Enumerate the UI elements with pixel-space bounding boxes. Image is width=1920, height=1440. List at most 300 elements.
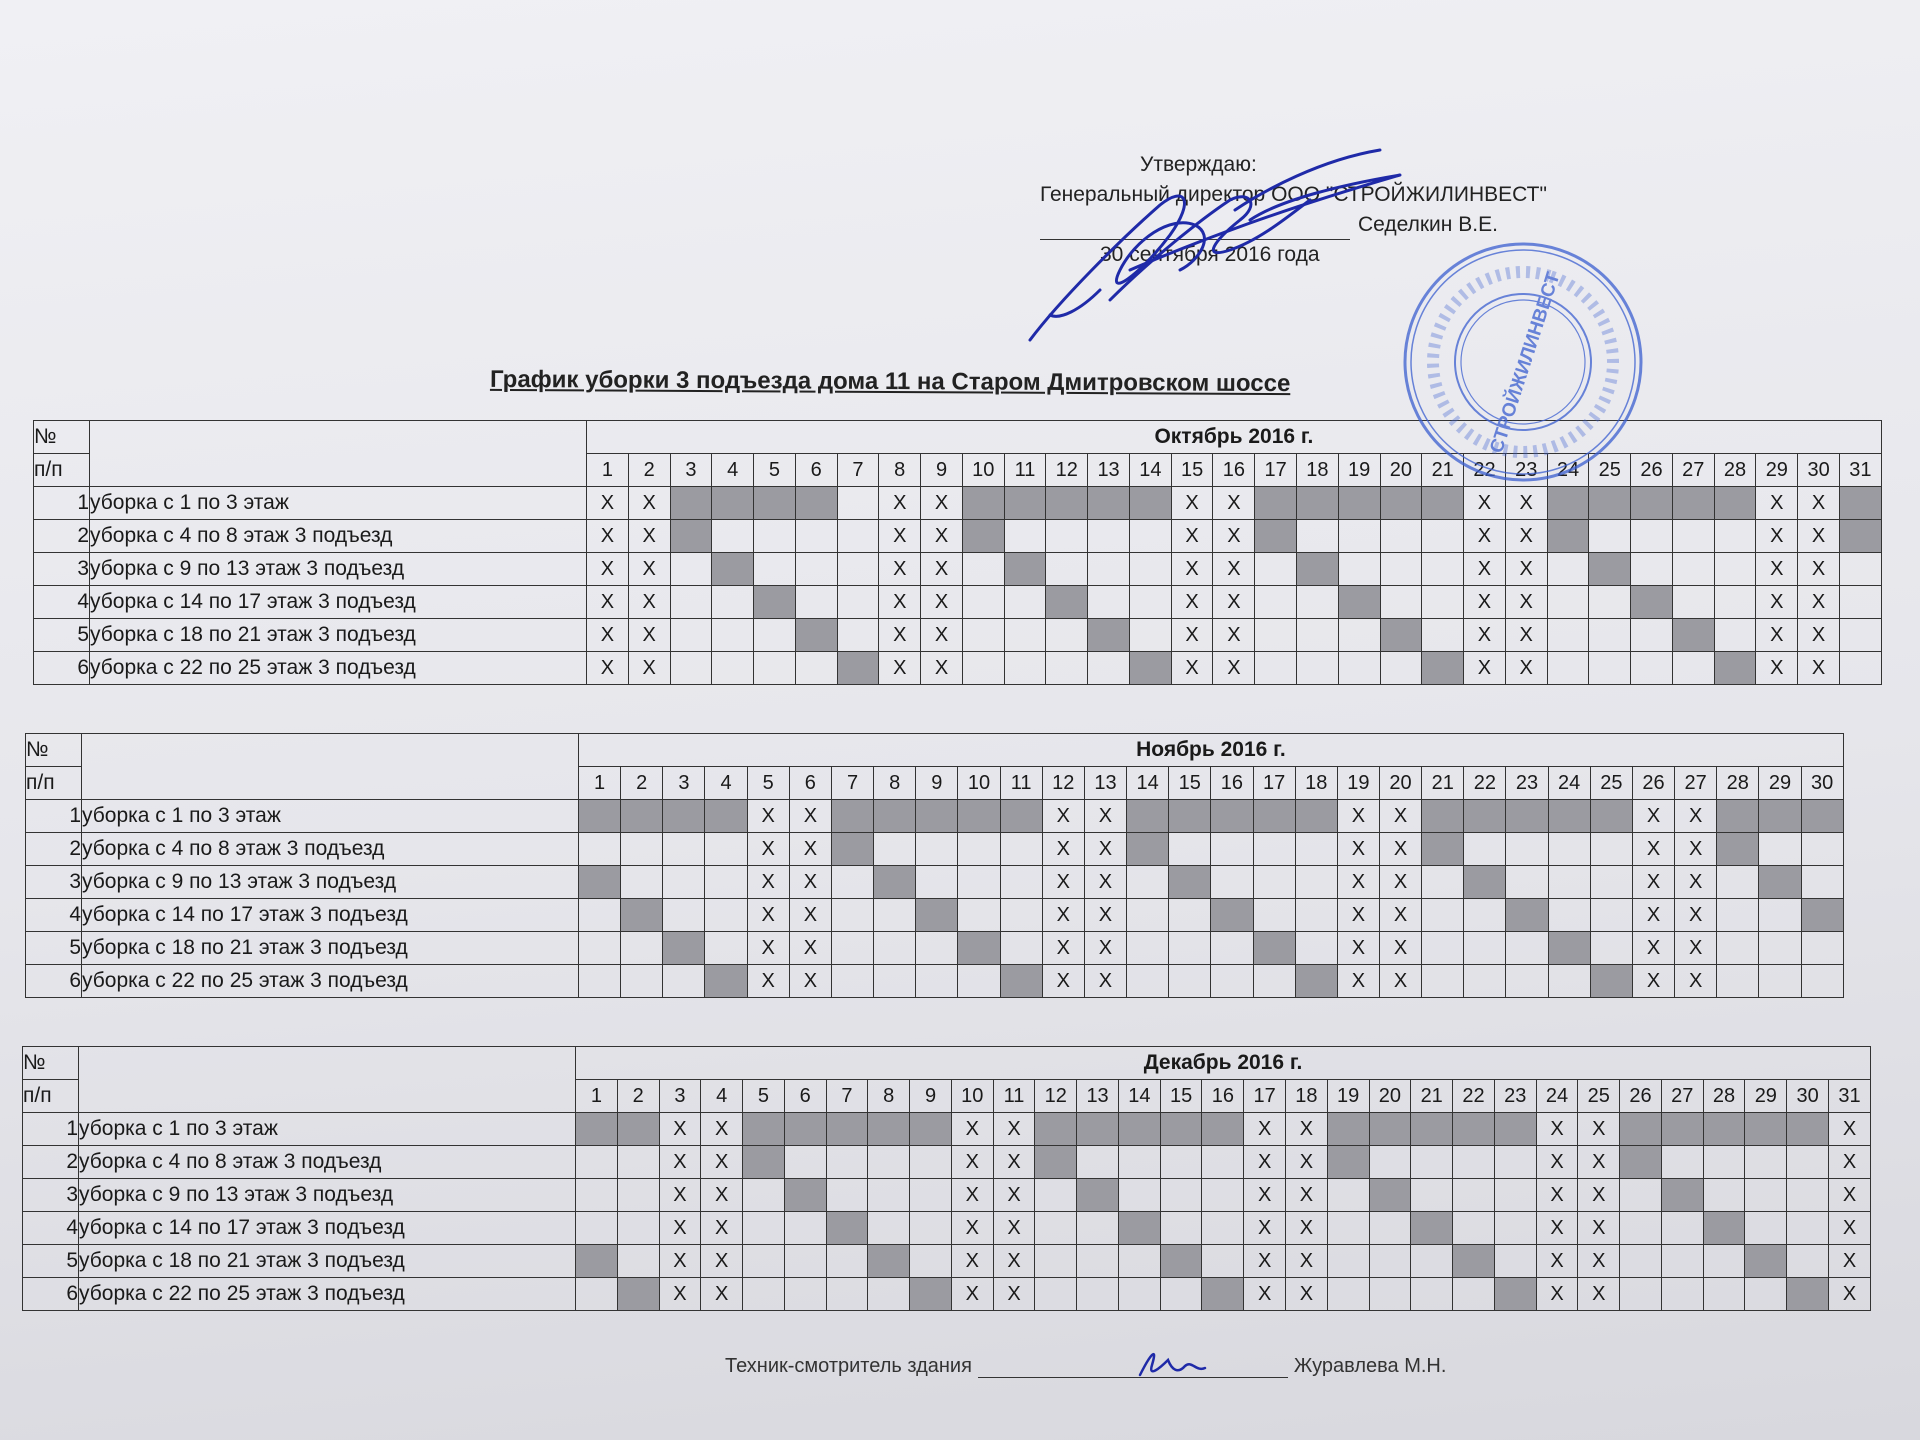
day-header: 6 bbox=[795, 454, 837, 487]
task-name: уборка с 18 по 21 этаж 3 подъезд bbox=[79, 1245, 576, 1278]
day-header: 27 bbox=[1661, 1080, 1703, 1113]
mark-cell: X bbox=[1536, 1212, 1578, 1245]
day-header: 23 bbox=[1506, 767, 1548, 800]
mark-cell: X bbox=[1171, 619, 1213, 652]
mark-cell: X bbox=[1042, 965, 1084, 998]
mark-cell: X bbox=[1464, 586, 1506, 619]
day-header: 10 bbox=[958, 767, 1000, 800]
mark-cell: X bbox=[1536, 1278, 1578, 1311]
row-number: 4 bbox=[34, 586, 90, 619]
mark-cell: X bbox=[1632, 833, 1674, 866]
mark-cell: X bbox=[951, 1212, 993, 1245]
mark-cell: X bbox=[1798, 619, 1840, 652]
mark-cell: X bbox=[993, 1278, 1035, 1311]
task-name: уборка с 1 по 3 этаж bbox=[90, 487, 587, 520]
day-header: 7 bbox=[826, 1080, 868, 1113]
mark-cell: X bbox=[1379, 866, 1421, 899]
day-header: 6 bbox=[784, 1080, 826, 1113]
mark-cell: X bbox=[1798, 553, 1840, 586]
day-header: 26 bbox=[1631, 454, 1673, 487]
column-number-subheader: п/п bbox=[34, 454, 90, 487]
mark-cell: X bbox=[1379, 965, 1421, 998]
day-header: 26 bbox=[1632, 767, 1674, 800]
day-header: 28 bbox=[1703, 1080, 1745, 1113]
day-header: 31 bbox=[1839, 454, 1881, 487]
row-number: 1 bbox=[26, 800, 82, 833]
mark-cell: X bbox=[747, 932, 789, 965]
mark-cell: X bbox=[1213, 553, 1255, 586]
day-header: 14 bbox=[1118, 1080, 1160, 1113]
mark-cell: X bbox=[1084, 965, 1126, 998]
mark-cell: X bbox=[879, 553, 921, 586]
day-header: 17 bbox=[1253, 767, 1295, 800]
mark-cell: X bbox=[1337, 899, 1379, 932]
mark-cell: X bbox=[1756, 553, 1798, 586]
mark-cell: X bbox=[1536, 1113, 1578, 1146]
mark-cell: X bbox=[587, 652, 629, 685]
mark-cell: X bbox=[1632, 800, 1674, 833]
mark-cell: X bbox=[1464, 619, 1506, 652]
day-header: 4 bbox=[705, 767, 747, 800]
mark-cell: X bbox=[921, 553, 963, 586]
mark-cell: X bbox=[1675, 833, 1717, 866]
column-number-header: № bbox=[23, 1047, 79, 1080]
column-number-subheader: п/п bbox=[23, 1080, 79, 1113]
day-header: 6 bbox=[789, 767, 831, 800]
day-header: 8 bbox=[868, 1080, 910, 1113]
day-header: 1 bbox=[579, 767, 621, 800]
day-header: 28 bbox=[1717, 767, 1759, 800]
mark-cell: X bbox=[789, 833, 831, 866]
mark-cell: X bbox=[1213, 619, 1255, 652]
mark-cell: X bbox=[587, 520, 629, 553]
mark-cell: X bbox=[789, 866, 831, 899]
approval-position: Генеральный директор ООО "СТРОЙЖИЛИНВЕСТ" bbox=[1040, 183, 1547, 206]
mark-cell: X bbox=[1171, 586, 1213, 619]
task-name: уборка с 14 по 17 этаж 3 подъезд bbox=[82, 899, 579, 932]
mark-cell: X bbox=[1536, 1146, 1578, 1179]
mark-cell: X bbox=[1286, 1212, 1328, 1245]
day-header: 23 bbox=[1505, 454, 1547, 487]
mark-cell: X bbox=[1505, 652, 1547, 685]
day-header: 18 bbox=[1286, 1080, 1328, 1113]
mark-cell: X bbox=[1286, 1245, 1328, 1278]
mark-cell: X bbox=[1244, 1179, 1286, 1212]
month-title: Ноябрь 2016 г. bbox=[579, 734, 1844, 767]
mark-cell: X bbox=[1632, 932, 1674, 965]
mark-cell: X bbox=[1379, 833, 1421, 866]
column-number-header: № bbox=[26, 734, 82, 767]
mark-cell: X bbox=[747, 833, 789, 866]
day-header: 10 bbox=[951, 1080, 993, 1113]
task-name: уборка с 18 по 21 этаж 3 подъезд bbox=[82, 932, 579, 965]
mark-cell: X bbox=[1828, 1212, 1870, 1245]
day-header: 15 bbox=[1171, 454, 1213, 487]
mark-cell: X bbox=[951, 1245, 993, 1278]
day-header: 5 bbox=[747, 767, 789, 800]
mark-cell: X bbox=[659, 1179, 701, 1212]
mark-cell: X bbox=[1578, 1179, 1620, 1212]
day-header: 29 bbox=[1756, 454, 1798, 487]
day-header: 20 bbox=[1380, 454, 1422, 487]
mark-cell: X bbox=[587, 619, 629, 652]
mark-cell: X bbox=[701, 1245, 743, 1278]
day-header: 13 bbox=[1084, 767, 1126, 800]
mark-cell: X bbox=[701, 1146, 743, 1179]
task-name: уборка с 22 по 25 этаж 3 подъезд bbox=[79, 1278, 576, 1311]
task-name: уборка с 9 по 13 этаж 3 подъезд bbox=[79, 1179, 576, 1212]
row-number: 2 bbox=[26, 833, 82, 866]
day-header: 2 bbox=[628, 454, 670, 487]
mark-cell: X bbox=[1536, 1245, 1578, 1278]
mark-cell: X bbox=[1464, 553, 1506, 586]
day-header: 16 bbox=[1211, 767, 1253, 800]
day-header: 4 bbox=[701, 1080, 743, 1113]
stamp-label: СТРОЙЖИЛИНВЕСТ bbox=[1486, 269, 1565, 456]
mark-cell: X bbox=[1798, 487, 1840, 520]
mark-cell: X bbox=[993, 1146, 1035, 1179]
day-header: 25 bbox=[1590, 767, 1632, 800]
mark-cell: X bbox=[951, 1146, 993, 1179]
document-title: График уборки 3 подъезда дома 11 на Старом Дмитровском шоссе bbox=[489, 365, 1291, 398]
mark-cell: X bbox=[747, 800, 789, 833]
day-header: 30 bbox=[1801, 767, 1843, 800]
day-header: 26 bbox=[1620, 1080, 1662, 1113]
mark-cell: X bbox=[1213, 652, 1255, 685]
day-header: 9 bbox=[921, 454, 963, 487]
mark-cell: X bbox=[701, 1212, 743, 1245]
footer-name: Журавлева М.Н. bbox=[1293, 1355, 1447, 1377]
mark-cell: X bbox=[701, 1113, 743, 1146]
day-header: 31 bbox=[1828, 1080, 1870, 1113]
mark-cell: X bbox=[1675, 800, 1717, 833]
mark-cell: X bbox=[1756, 586, 1798, 619]
day-header: 25 bbox=[1578, 1080, 1620, 1113]
day-header: 16 bbox=[1202, 1080, 1244, 1113]
day-header: 30 bbox=[1787, 1080, 1829, 1113]
row-number: 3 bbox=[23, 1179, 79, 1212]
day-header: 1 bbox=[587, 454, 629, 487]
mark-cell: X bbox=[1578, 1245, 1620, 1278]
day-header: 5 bbox=[743, 1080, 785, 1113]
mark-cell: X bbox=[789, 965, 831, 998]
mark-cell: X bbox=[879, 586, 921, 619]
day-header: 14 bbox=[1129, 454, 1171, 487]
day-header: 9 bbox=[910, 1080, 952, 1113]
day-header: 22 bbox=[1464, 454, 1506, 487]
row-number: 6 bbox=[26, 965, 82, 998]
day-header: 24 bbox=[1547, 454, 1589, 487]
row-number: 5 bbox=[23, 1245, 79, 1278]
day-header: 20 bbox=[1379, 767, 1421, 800]
mark-cell: X bbox=[1536, 1179, 1578, 1212]
mark-cell: X bbox=[1675, 866, 1717, 899]
mark-cell: X bbox=[701, 1179, 743, 1212]
mark-cell: X bbox=[1798, 586, 1840, 619]
mark-cell: X bbox=[747, 965, 789, 998]
mark-cell: X bbox=[1505, 520, 1547, 553]
day-header: 29 bbox=[1759, 767, 1801, 800]
task-name: уборка с 14 по 17 этаж 3 подъезд bbox=[79, 1212, 576, 1245]
row-number: 4 bbox=[26, 899, 82, 932]
mark-cell: X bbox=[1244, 1146, 1286, 1179]
mark-cell: X bbox=[1286, 1179, 1328, 1212]
row-number: 1 bbox=[34, 487, 90, 520]
mark-cell: X bbox=[1828, 1278, 1870, 1311]
task-name: уборка с 4 по 8 этаж 3 подъезд bbox=[79, 1146, 576, 1179]
mark-cell: X bbox=[659, 1146, 701, 1179]
task-name: уборка с 1 по 3 этаж bbox=[79, 1113, 576, 1146]
day-header: 7 bbox=[837, 454, 879, 487]
day-header: 20 bbox=[1369, 1080, 1411, 1113]
mark-cell: X bbox=[628, 586, 670, 619]
mark-cell: X bbox=[1379, 899, 1421, 932]
mark-cell: X bbox=[1042, 899, 1084, 932]
task-name: уборка с 4 по 8 этаж 3 подъезд bbox=[82, 833, 579, 866]
day-header: 2 bbox=[617, 1080, 659, 1113]
day-header: 21 bbox=[1411, 1080, 1453, 1113]
day-header: 3 bbox=[663, 767, 705, 800]
mark-cell: X bbox=[1244, 1113, 1286, 1146]
row-number: 6 bbox=[23, 1278, 79, 1311]
mark-cell: X bbox=[1828, 1179, 1870, 1212]
day-header: 9 bbox=[916, 767, 958, 800]
day-header: 24 bbox=[1548, 767, 1590, 800]
approval-date: 30 сентября 2016 года bbox=[1100, 243, 1320, 266]
day-header: 8 bbox=[874, 767, 916, 800]
mark-cell: X bbox=[587, 586, 629, 619]
mark-cell: X bbox=[1084, 833, 1126, 866]
mark-cell: X bbox=[1798, 652, 1840, 685]
day-header: 12 bbox=[1042, 767, 1084, 800]
footer-role: Техник-смотритель здания bbox=[725, 1355, 972, 1377]
mark-cell: X bbox=[1042, 800, 1084, 833]
column-number-subheader: п/п bbox=[26, 767, 82, 800]
mark-cell: X bbox=[1505, 553, 1547, 586]
mark-cell: X bbox=[659, 1212, 701, 1245]
mark-cell: X bbox=[951, 1278, 993, 1311]
mark-cell: X bbox=[1244, 1245, 1286, 1278]
row-number: 1 bbox=[23, 1113, 79, 1146]
mark-cell: X bbox=[879, 652, 921, 685]
mark-cell: X bbox=[1505, 487, 1547, 520]
day-header: 27 bbox=[1672, 454, 1714, 487]
mark-cell: X bbox=[1337, 866, 1379, 899]
mark-cell: X bbox=[789, 800, 831, 833]
mark-cell: X bbox=[1828, 1146, 1870, 1179]
day-header: 3 bbox=[670, 454, 712, 487]
mark-cell: X bbox=[921, 652, 963, 685]
day-header: 29 bbox=[1745, 1080, 1787, 1113]
mark-cell: X bbox=[1464, 487, 1506, 520]
day-header: 15 bbox=[1169, 767, 1211, 800]
mark-cell: X bbox=[1337, 965, 1379, 998]
mark-cell: X bbox=[993, 1113, 1035, 1146]
row-number: 3 bbox=[26, 866, 82, 899]
day-header: 21 bbox=[1422, 767, 1464, 800]
task-name: уборка с 9 по 13 этаж 3 подъезд bbox=[90, 553, 587, 586]
day-header: 12 bbox=[1046, 454, 1088, 487]
day-header: 5 bbox=[754, 454, 796, 487]
mark-cell: X bbox=[789, 932, 831, 965]
day-header: 13 bbox=[1088, 454, 1130, 487]
mark-cell: X bbox=[1756, 487, 1798, 520]
task-name: уборка с 22 по 25 этаж 3 подъезд bbox=[82, 965, 579, 998]
row-number: 6 bbox=[34, 652, 90, 685]
mark-cell: X bbox=[1084, 899, 1126, 932]
mark-cell: X bbox=[1578, 1278, 1620, 1311]
mark-cell: X bbox=[587, 553, 629, 586]
mark-cell: X bbox=[879, 520, 921, 553]
mark-cell: X bbox=[659, 1278, 701, 1311]
mark-cell: X bbox=[1244, 1278, 1286, 1311]
mark-cell: X bbox=[879, 619, 921, 652]
row-number: 2 bbox=[34, 520, 90, 553]
mark-cell: X bbox=[1505, 619, 1547, 652]
mark-cell: X bbox=[1828, 1113, 1870, 1146]
mark-cell: X bbox=[628, 520, 670, 553]
mark-cell: X bbox=[1379, 800, 1421, 833]
mark-cell: X bbox=[1042, 932, 1084, 965]
day-header: 30 bbox=[1798, 454, 1840, 487]
mark-cell: X bbox=[921, 619, 963, 652]
mark-cell: X bbox=[659, 1245, 701, 1278]
day-header: 11 bbox=[1004, 454, 1046, 487]
task-name: уборка с 9 по 13 этаж 3 подъезд bbox=[82, 866, 579, 899]
mark-cell: X bbox=[747, 866, 789, 899]
mark-cell: X bbox=[1171, 553, 1213, 586]
day-header: 19 bbox=[1327, 1080, 1369, 1113]
column-number-header: № bbox=[34, 421, 90, 454]
mark-cell: X bbox=[1337, 800, 1379, 833]
mark-cell: X bbox=[628, 553, 670, 586]
row-number: 2 bbox=[23, 1146, 79, 1179]
mark-cell: X bbox=[747, 899, 789, 932]
day-header: 16 bbox=[1213, 454, 1255, 487]
mark-cell: X bbox=[993, 1212, 1035, 1245]
month-title: Октябрь 2016 г. bbox=[587, 421, 1882, 454]
mark-cell: X bbox=[1171, 487, 1213, 520]
mark-cell: X bbox=[1286, 1113, 1328, 1146]
day-header: 18 bbox=[1297, 454, 1339, 487]
mark-cell: X bbox=[1244, 1212, 1286, 1245]
mark-cell: X bbox=[1084, 932, 1126, 965]
day-header: 4 bbox=[712, 454, 754, 487]
mark-cell: X bbox=[789, 899, 831, 932]
day-header: 25 bbox=[1589, 454, 1631, 487]
day-header: 22 bbox=[1464, 767, 1506, 800]
mark-cell: X bbox=[628, 619, 670, 652]
mark-cell: X bbox=[1084, 800, 1126, 833]
mark-cell: X bbox=[1756, 520, 1798, 553]
mark-cell: X bbox=[1286, 1146, 1328, 1179]
mark-cell: X bbox=[879, 487, 921, 520]
day-header: 15 bbox=[1160, 1080, 1202, 1113]
mark-cell: X bbox=[921, 586, 963, 619]
mark-cell: X bbox=[659, 1113, 701, 1146]
mark-cell: X bbox=[1505, 586, 1547, 619]
mark-cell: X bbox=[993, 1179, 1035, 1212]
row-number: 5 bbox=[34, 619, 90, 652]
day-header: 18 bbox=[1295, 767, 1337, 800]
mark-cell: X bbox=[587, 487, 629, 520]
day-header: 11 bbox=[993, 1080, 1035, 1113]
mark-cell: X bbox=[628, 652, 670, 685]
mark-cell: X bbox=[1632, 965, 1674, 998]
day-header: 19 bbox=[1338, 454, 1380, 487]
mark-cell: X bbox=[1756, 652, 1798, 685]
mark-cell: X bbox=[628, 487, 670, 520]
mark-cell: X bbox=[1171, 652, 1213, 685]
mark-cell: X bbox=[1337, 932, 1379, 965]
mark-cell: X bbox=[1171, 520, 1213, 553]
mark-cell: X bbox=[1213, 586, 1255, 619]
day-header: 7 bbox=[831, 767, 873, 800]
mark-cell: X bbox=[993, 1245, 1035, 1278]
task-name: уборка с 4 по 8 этаж 3 подъезд bbox=[90, 520, 587, 553]
row-number: 4 bbox=[23, 1212, 79, 1245]
day-header: 2 bbox=[621, 767, 663, 800]
row-number: 3 bbox=[34, 553, 90, 586]
mark-cell: X bbox=[1213, 520, 1255, 553]
day-header: 14 bbox=[1127, 767, 1169, 800]
mark-cell: X bbox=[1798, 520, 1840, 553]
mark-cell: X bbox=[1286, 1278, 1328, 1311]
day-header: 23 bbox=[1494, 1080, 1536, 1113]
mark-cell: X bbox=[1042, 833, 1084, 866]
mark-cell: X bbox=[1213, 487, 1255, 520]
day-header: 27 bbox=[1675, 767, 1717, 800]
mark-cell: X bbox=[951, 1113, 993, 1146]
mark-cell: X bbox=[1084, 866, 1126, 899]
approval-heading: Утверждаю: bbox=[1140, 153, 1257, 176]
day-header: 19 bbox=[1337, 767, 1379, 800]
day-header: 17 bbox=[1244, 1080, 1286, 1113]
mark-cell: X bbox=[1042, 866, 1084, 899]
mark-cell: X bbox=[1464, 652, 1506, 685]
mark-cell: X bbox=[1578, 1146, 1620, 1179]
task-name: уборка с 1 по 3 этаж bbox=[82, 800, 579, 833]
mark-cell: X bbox=[1632, 866, 1674, 899]
mark-cell: X bbox=[1578, 1212, 1620, 1245]
task-name: уборка с 22 по 25 этаж 3 подъезд bbox=[90, 652, 587, 685]
day-header: 21 bbox=[1422, 454, 1464, 487]
mark-cell: X bbox=[1337, 833, 1379, 866]
day-header: 17 bbox=[1255, 454, 1297, 487]
task-name: уборка с 18 по 21 этаж 3 подъезд bbox=[90, 619, 587, 652]
day-header: 28 bbox=[1714, 454, 1756, 487]
day-header: 12 bbox=[1035, 1080, 1077, 1113]
mark-cell: X bbox=[1632, 899, 1674, 932]
mark-cell: X bbox=[921, 520, 963, 553]
mark-cell: X bbox=[1828, 1245, 1870, 1278]
row-number: 5 bbox=[26, 932, 82, 965]
day-header: 13 bbox=[1077, 1080, 1119, 1113]
mark-cell: X bbox=[701, 1278, 743, 1311]
day-header: 24 bbox=[1536, 1080, 1578, 1113]
mark-cell: X bbox=[1578, 1113, 1620, 1146]
day-header: 22 bbox=[1453, 1080, 1495, 1113]
mark-cell: X bbox=[1464, 520, 1506, 553]
mark-cell: X bbox=[1756, 619, 1798, 652]
day-header: 3 bbox=[659, 1080, 701, 1113]
month-title: Декабрь 2016 г. bbox=[576, 1047, 1871, 1080]
approval-signer: Седелкин В.Е. bbox=[1358, 213, 1498, 236]
day-header: 10 bbox=[962, 454, 1004, 487]
mark-cell: X bbox=[951, 1179, 993, 1212]
day-header: 8 bbox=[879, 454, 921, 487]
mark-cell: X bbox=[1675, 899, 1717, 932]
